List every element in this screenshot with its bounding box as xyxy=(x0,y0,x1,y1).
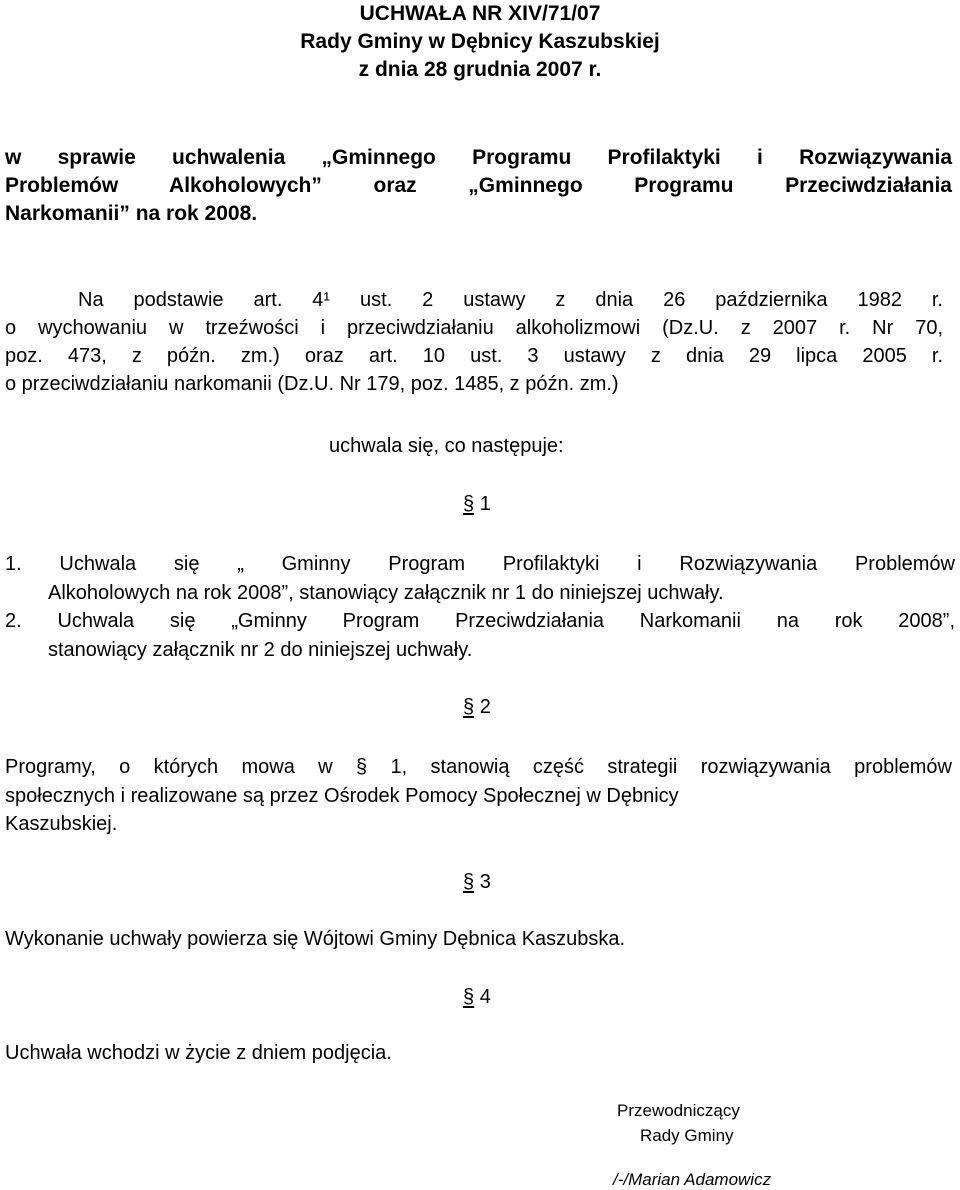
section-symbol: § xyxy=(463,696,475,718)
section-2-line-1: Programy, o których mowa w § 1, stanowią część strategii rozwiązywania problemów xyxy=(5,756,952,778)
section-3-number: 3 xyxy=(479,871,491,893)
section-1-item-2-line-2: stanowiący załącznik nr 2 do niniejszej uchwały. xyxy=(48,639,473,661)
section-2-line-3: Kaszubskiej. xyxy=(5,813,118,835)
signature-title-1: Przewodniczący xyxy=(617,1101,740,1120)
subject-line-2: Problemów Alkoholowych” oraz „Gminnego Programu Przeciwdziałania xyxy=(5,174,952,197)
section-1-heading xyxy=(463,494,491,514)
section-2-heading xyxy=(463,697,491,717)
resolves-clause: uchwala się, co następuje: xyxy=(329,435,564,457)
section-1-item-1-line-2: Alkoholowych na rok 2008”, stanowiący załącznik nr 1 do niniejszej uchwały. xyxy=(48,582,724,604)
section-2-line-2: społecznych i realizowane są przez Ośrodek Pomocy Społecznej w Dębnicy xyxy=(5,785,679,807)
section-4-text: Uchwała wchodzi w życie z dniem podjęcia. xyxy=(5,1042,392,1064)
section-symbol: § xyxy=(463,493,475,515)
subject-line-1: w sprawie uchwalenia „Gminnego Programu Profilaktyki i Rozwiązywania xyxy=(5,146,952,169)
council-name: Rady Gminy w Dębnicy Kaszubskiej xyxy=(300,30,660,53)
section-1-item-1-line-1: 1. Uchwala się „ Gminny Program Profilaktyki i Rozwiązywania Problemów xyxy=(5,553,955,575)
section-3-heading xyxy=(463,872,491,892)
section-4-heading xyxy=(463,987,491,1007)
signature-title-2: Rady Gminy xyxy=(640,1126,734,1145)
section-2-number: 2 xyxy=(479,696,491,718)
signature-name: /-/Marian Adamowicz xyxy=(613,1170,772,1189)
resolution-date: z dnia 28 grudnia 2007 r. xyxy=(358,58,602,81)
section-symbol: § xyxy=(463,986,475,1008)
legal-basis-line-2: o wychowaniu w trzeźwości i przeciwdziałaniu alkoholizmowi (Dz.U. z 2007 r. Nr 70, xyxy=(5,317,943,339)
legal-basis-line-1: Na podstawie art. 4¹ ust. 2 ustawy z dnia 26 października 1982 r. xyxy=(78,289,943,311)
section-3-text: Wykonanie uchwały powierza się Wójtowi Gminy Dębnica Kaszubska. xyxy=(5,928,626,950)
resolution-number: UCHWAŁA NR XIV/71/07 xyxy=(359,2,601,25)
legal-basis-line-3: poz. 473, z późn. zm.) oraz art. 10 ust. 3 ustawy z dnia 29 lipca 2005 r. xyxy=(5,345,943,367)
section-1-number: 1 xyxy=(479,493,491,515)
section-4-number: 4 xyxy=(479,986,491,1008)
subject-line-3: Narkomanii” na rok 2008. xyxy=(5,202,258,225)
section-symbol: § xyxy=(463,871,475,893)
section-1-item-2-line-1: 2. Uchwala się „Gminny Program Przeciwdziałania Narkomanii na rok 2008”, xyxy=(5,610,955,632)
legal-basis-line-4: o przeciwdziałaniu narkomanii (Dz.U. Nr 179, poz. 1485, z późn. zm.) xyxy=(5,373,619,395)
